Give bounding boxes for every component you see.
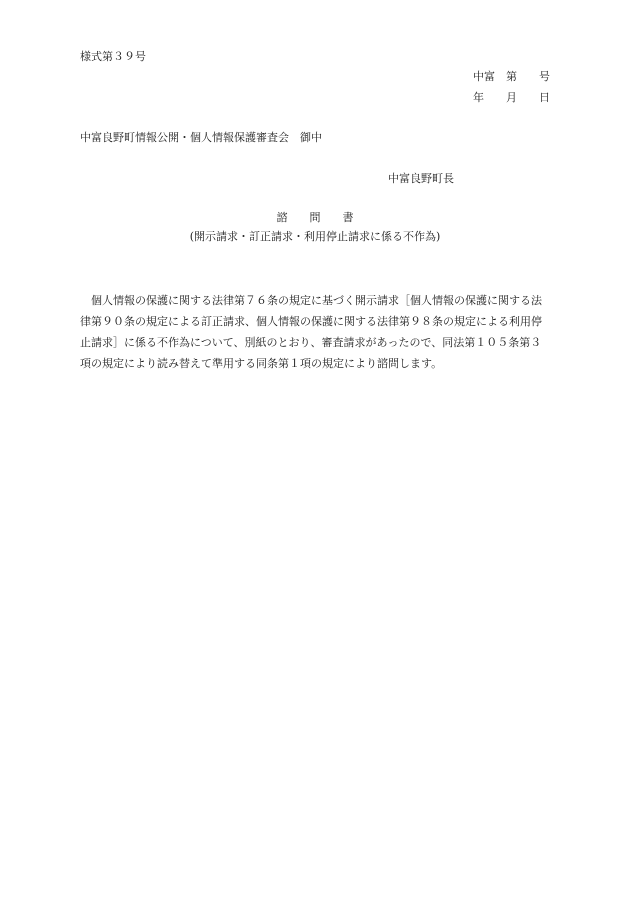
- document-number: 中富 第 号: [473, 70, 550, 83]
- document-subtitle: (開示請求・訂正請求・利用停止請求に係る不作為): [189, 230, 441, 243]
- form-number: 様式第３９号: [80, 50, 146, 63]
- sender: 中富良野町長: [388, 172, 454, 185]
- document-date: 年 月 日: [473, 91, 550, 104]
- body-paragraph: 個人情報の保護に関する法律第７６条の規定に基づく開示請求［個人情報の保護に関する法律第９０条の規定による訂正請求、個人情報の保護に関する法律第９８条の規定による利用停止請求］に係る不作為について、別紙のとおり、審査請求があったので、同法第１０５条第３項の規定により読み替えて準用する同条第１項の規定により諮問します。: [80, 294, 542, 370]
- document-title: 諮 問 書: [276, 211, 354, 224]
- recipient: 中富良野町情報公開・個人情報保護審査会 御中: [80, 131, 322, 144]
